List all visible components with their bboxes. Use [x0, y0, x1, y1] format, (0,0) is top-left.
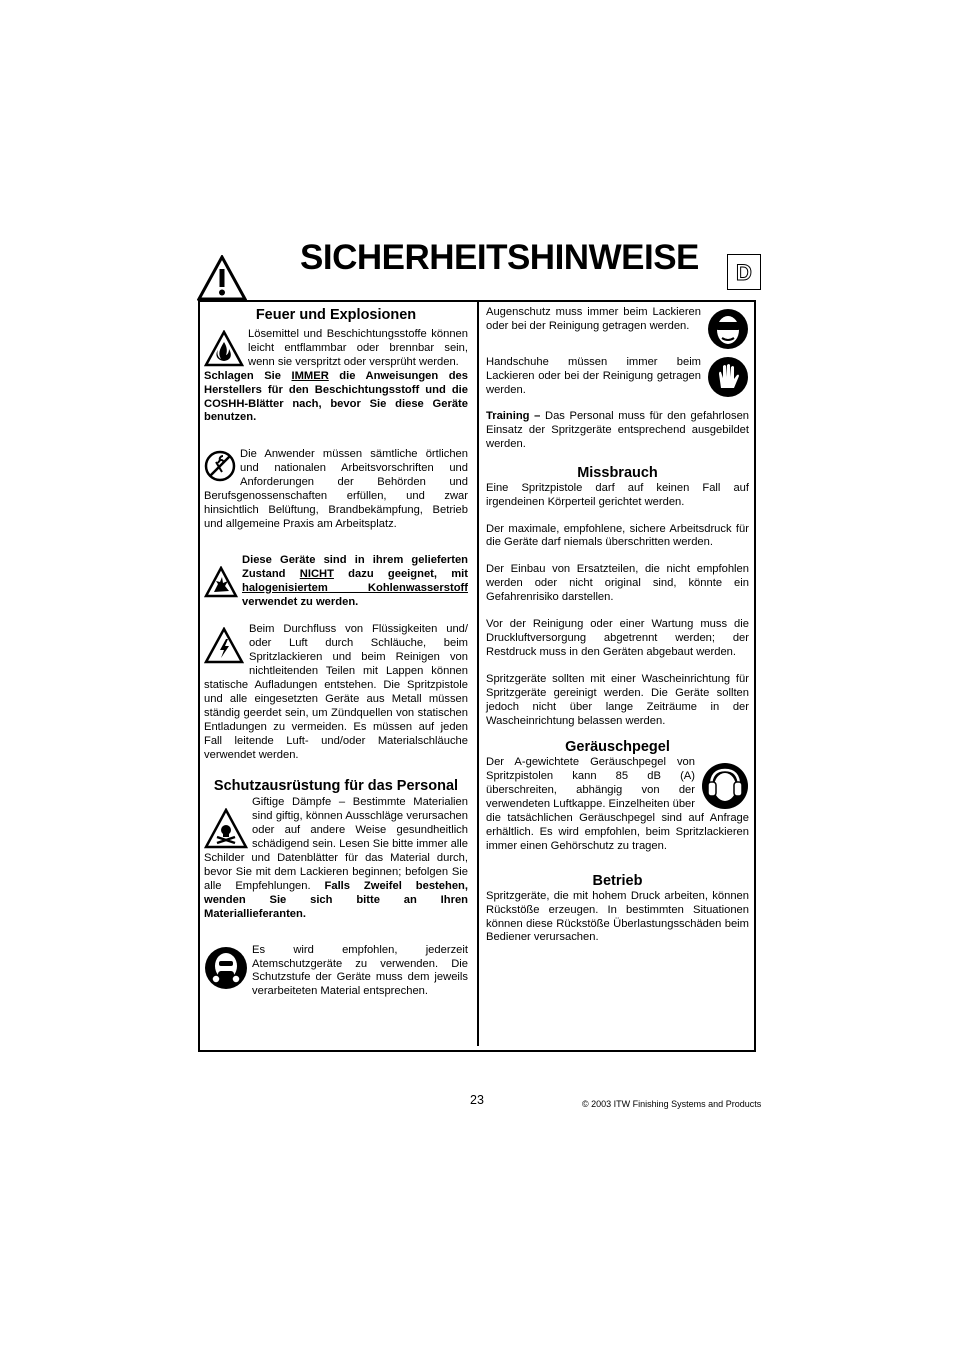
halogen-text-c: verwendet zu werden.: [242, 595, 359, 608]
static-charge-paragraph: Beim Durchfluss von Flüssigkeiten und/ oder Luft durch Schläuche, beim Spritzlackieren und beim Reinigen von nichtleitenden Teilen mit Lappen können statische Aufladungen entstehen. Die Spritzpistole und alle eingesetzten Geräte aus Metall müssen ständig geerdet sein, um Zündquellen von statischen Entladungen zu vermeiden. Es müssen auf jeden Fall leitende Luft- und/oder Materialschläuche verwendet werden.: [204, 623, 468, 761]
heading-operation: Betrieb: [592, 872, 643, 889]
misuse-paragraph-1: Eine Spritzpistole darf auf keinen Fall auf irgendeinen Körperteil gerichtet werden.: [486, 481, 749, 508]
operation-paragraph: Spritzgeräte, die mit hohem Druck arbeiten, können Rückstöße erzeugen. In bestimmten Situationen können diese Rückstöße Überlastungsschäden beim Bediener verursachen.: [486, 889, 749, 944]
misuse-paragraph-5: Spritzgeräte sollten mit einer Wascheinrichtung für Spritzgeräte gereinigt werden. Die Geräte sollten jedoch nicht über lange Zeiträume in der Wascheinrichtung belassen werden.: [486, 672, 749, 727]
respirator-paragraph: Es wird empfohlen, jederzeit Atemschutzgeräte zu verwenden. Die Schutzstufe der Geräte muss dem jeweils verarbeiteten Material entsprechen.: [252, 943, 468, 998]
toxic-hazard-icon: [204, 808, 248, 850]
fire-paragraph-1-bold: [204, 370, 468, 426]
halogen-text-b: dazu geeignet, mit: [348, 567, 468, 580]
no-fire-icon: [204, 450, 236, 482]
fire-bold-a: Schlagen Sie: [204, 369, 282, 382]
misuse-paragraph-3: Der Einbau von Ersatzteilen, die nicht empfohlen werden oder nicht original sind, könnte ein Gefahrenrisiko darstellen.: [486, 563, 749, 604]
misuse-paragraph-4: Vor der Reinigung oder einer Wartung muss die Druckluftversorgung abgetrennt werden; der Restdruck muss in den Geräten abgebaut werden.: [486, 618, 749, 658]
toxic-vapours-text: Giftige Dämpfe – Bestimmte Materialien sind giftig, können Ausschläge verursachen oder auf andere Weise gesundheitlich schädigend sein. Lesen Sie bitte immer alle Schilder und Datenblätter für das Material durch, bevor Sie mit dem Lackieren beginnen; befolgen Sie alle Empfehlungen.: [204, 796, 468, 892]
fire-bold-underline: IMMER: [291, 369, 329, 382]
warning-triangle-icon: [197, 255, 247, 301]
misuse-paragraph-2: Der maximale, empfohlene, sichere Arbeitsdruck für die Geräte darf niemals überschritten werden.: [486, 522, 749, 549]
eye-protection-paragraph: Augenschutz muss immer beim Lackieren oder bei der Reinigung getragen werden.: [486, 306, 701, 332]
fire-paragraph-1: Lösemittel und Beschichtungsstoffe können leicht entflammbar oder brennbar sein, wenn sie verspritzt oder versprüht werden.: [248, 328, 468, 368]
training-text: Das Personal muss für den gefahrlosen Einsatz der Spritzgeräte entsprechend ausgebildet werden.: [486, 410, 750, 450]
ear-protection-icon: [701, 762, 749, 810]
language-badge: D: [727, 254, 761, 290]
left-column: [204, 307, 468, 999]
eye-protection-icon: [707, 308, 749, 350]
fire-paragraph-2: Die Anwender müssen sämtliche örtlichen und nationalen Arbeitsvorschriften und Anforderungen der Behörden und Berufsgenossenschaften erfüllen, und zwar hinsichtlich Belüftung, Brandbekämpfung, Betrieb und allgemeine Praxis am Arbeitsplatz.: [204, 448, 468, 530]
fire-paragraph-3: [204, 554, 468, 610]
training-paragraph: [486, 410, 749, 452]
toxic-vapours-bold: Falls Zweifel bestehen, wenden Sie sich bitte an Ihren Materiallieferanten.: [204, 879, 468, 920]
copyright-notice: © 2003 ITW Finishing Systems and Products: [582, 1099, 762, 1109]
gloves-icon: [707, 356, 749, 398]
explosion-hazard-icon: [204, 566, 238, 600]
heading-noise: Geräuschpegel: [565, 739, 670, 756]
page-title: SICHERHEITSHINWEISE: [300, 238, 699, 277]
halogen-text-not: NICHT: [299, 567, 334, 580]
halogen-text-hydrocarbon: halogenisiertem Kohlenwasserstoff: [242, 581, 468, 594]
column-divider: [477, 302, 479, 1046]
electrical-hazard-icon: [204, 627, 244, 665]
respirator-icon: [204, 946, 248, 990]
training-label: Training –: [486, 410, 541, 422]
page-number: 23: [470, 1093, 484, 1107]
gloves-paragraph: Handschuhe müssen immer beim Lackieren oder bei der Reinigung getragen werden.: [486, 356, 701, 396]
fire-bold-b: die Anweisungen des Herstellers für den Beschichtungsstoff und die COSHH-Blätter nach, bevor Sie diese Geräte benutzen.: [204, 369, 468, 424]
heading-protection: Schutzausrüstung für das Personal: [213, 778, 459, 795]
flammable-hazard-icon: [204, 330, 244, 368]
noise-paragraph: Der A-gewichtete Geräuschpegel von Spritzpistolen kann 85 dB (A) überschreiten, abhängig von der verwendeten Luftkappe. Einzelheiten über die tatsächlichen Geräuschpegel sind auf Anfrage erhältlich. Es wird empfohlen, beim Spritzlackieren immer einen Gehörschutz zu tragen.: [486, 756, 749, 852]
heading-misuse: Missbrauch: [577, 464, 658, 481]
right-column: [486, 306, 749, 945]
heading-fire: Feuer und Explosionen: [255, 307, 417, 323]
halogen-text-a: Diese Geräte sind in ihrem gelieferten Zustand: [242, 553, 468, 580]
